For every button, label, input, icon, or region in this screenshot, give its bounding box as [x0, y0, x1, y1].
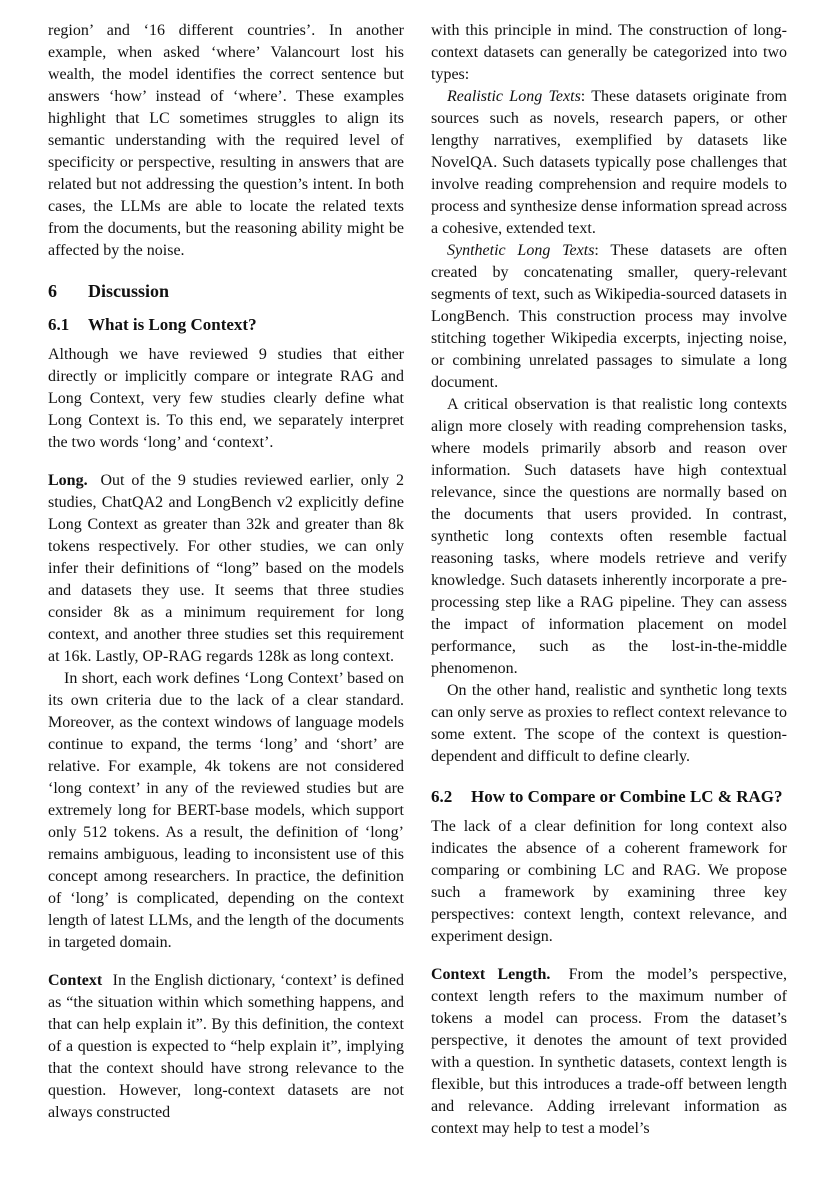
subsection-title: How to Compare or Combine LC & RAG? — [471, 787, 783, 806]
paragraph-in-short: In short, each work defines ‘Long Context’ based on its own criteria due to the lack of a clear standard. Moreover, as the context windows of language models continue to expand, the terms ‘long’ and ‘short’ are relative. For example, 4k tokens are not considered ‘long context’ in any of the reviewed studies but are extremely long for BERT-base models, which support only 512 tokens. As a result, the definition of ‘long’ remains ambiguous, leading to inconsistent use of this concept among researchers. In practice, the definition of ‘long’ is complicated, depending on the context length of latest LLMs, and the length of the documents in targeted domain. — [48, 670, 404, 951]
paragraph-critical-observation: A critical observation is that realistic long contexts align more closely with reading comprehension tasks, where models primarily absorb and reason over information. Such datasets have high contextual relevance, since the questions are normally based on the documents that users provided. In contrast, synthetic long contexts often resemble factual reasoning tasks, where models retrieve and verify knowledge. Such datasets inherently incorporate a pre-processing step like a RAG pipeline. They can assess the impact of information placement on model performance, such as the lost-in-the-middle phenomenon. — [431, 396, 787, 677]
paragraph-context — [48, 970, 404, 1124]
subsection-title: What is Long Context? — [88, 315, 257, 334]
paragraph-synthetic — [431, 240, 787, 394]
synthetic-label: Synthetic Long Texts — [447, 242, 595, 259]
run-in-heading-context-length: Context Length. — [431, 966, 551, 983]
section-heading — [48, 280, 404, 302]
run-in-heading-long: Long. — [48, 472, 88, 489]
paragraph-6-2-intro: The lack of a clear definition for long context also indicates the absence of a coherent framework for comparing or combining LC and RAG. We propose such a framework by examining three key perspectives: context length, context relevance, and experiment design. — [431, 818, 787, 945]
paragraph-context-length-body: From the model’s perspective, context length refers to the maximum number of tokens a model can process. From the dataset’s perspective, it denotes the amount of text provided with a question. In synthetic datasets, context length is flexible, but this introduces a trade-off between length and relevance. Adding irrelevant information as context may help to test a model’s — [431, 966, 788, 1137]
paragraph-6-1-intro: Although we have reviewed 9 studies that either directly or implicitly compare or integrate RAG and Long Context, very few studies clearly define what Long Context is. To this end, we separately interpret the two words ‘long’ and ‘context’. — [48, 346, 404, 451]
left-column — [48, 20, 404, 1124]
paragraph-realistic — [431, 86, 787, 240]
subsection-number: 6.1 — [48, 315, 70, 334]
realistic-body: : These datasets originate from sources such as novels, research papers, or other lengthy narratives, exemplified by datasets like NovelQA. Such datasets typically pose challenges that involve reading comprehension and require models to process and synthesize dense information spread across a cohesive, extended text. — [431, 88, 787, 237]
paragraph-context-length — [431, 964, 787, 1140]
subsection-number: 6.2 — [431, 787, 453, 806]
paragraph-other-hand: On the other hand, realistic and synthetic long texts can only serve as proxies to reflect context relevance to some extent. The scope of the context is question-dependent and difficult to define clearly. — [431, 682, 787, 765]
run-in-heading-context: Context — [48, 972, 103, 989]
section-number: 6 — [48, 281, 57, 301]
paragraph-long — [48, 470, 404, 668]
synthetic-body: : These datasets are often created by concatenating smaller, query-relevant segments of text, such as Wikipedia-sourced datasets in LongBench. This construction process may involve stitching together Wikipedia excerpts, injecting noise, or combining unrelated passages to simulate a long document. — [431, 242, 787, 391]
subsection-heading-6-1 — [48, 314, 404, 336]
intro-paragraph: region’ and ‘16 different countries’. In another example, when asked ‘where’ Valancourt lost his wealth, the model identifies the correct sentence but answers ‘how’ instead of ‘where’. These examples highlight that LC sometimes struggles to align its semantic understanding with the required level of specificity or perspective, resulting in answers that are related but not addressing the question’s intent. In both cases, the LLMs are able to locate the related texts from the documents, but the reasoning ability might be affected by the noise. — [48, 22, 404, 259]
right-column — [431, 20, 787, 1140]
subsection-heading-6-2 — [431, 786, 787, 808]
section-title: Discussion — [88, 281, 170, 301]
paragraph-long-body: Out of the 9 studies reviewed earlier, only 2 studies, ChatQA2 and LongBench v2 explicitly define Long Context as greater than 32k and greater than 8k tokens respectively. For other studies, we can only infer their definitions of “long” based on the models and datasets they use. It seems that three studies consider 8k as a minimum requirement for long context, and another three studies set this requirement at 16k. Lastly, OP-RAG regards 128k as long context. — [48, 472, 405, 665]
paragraph-context-body: In the English dictionary, ‘context’ is defined as “the situation within which something happens, and that can help explain it”. By this definition, the context of a question is expected to “help explain it”, implying that the context should have strong relevance to the question. However, long-context datasets are not always constructed — [48, 972, 405, 1121]
paragraph-continued: with this principle in mind. The construction of long-context datasets can generally be categorized into two types: — [431, 22, 787, 83]
realistic-label: Realistic Long Texts — [447, 88, 581, 105]
